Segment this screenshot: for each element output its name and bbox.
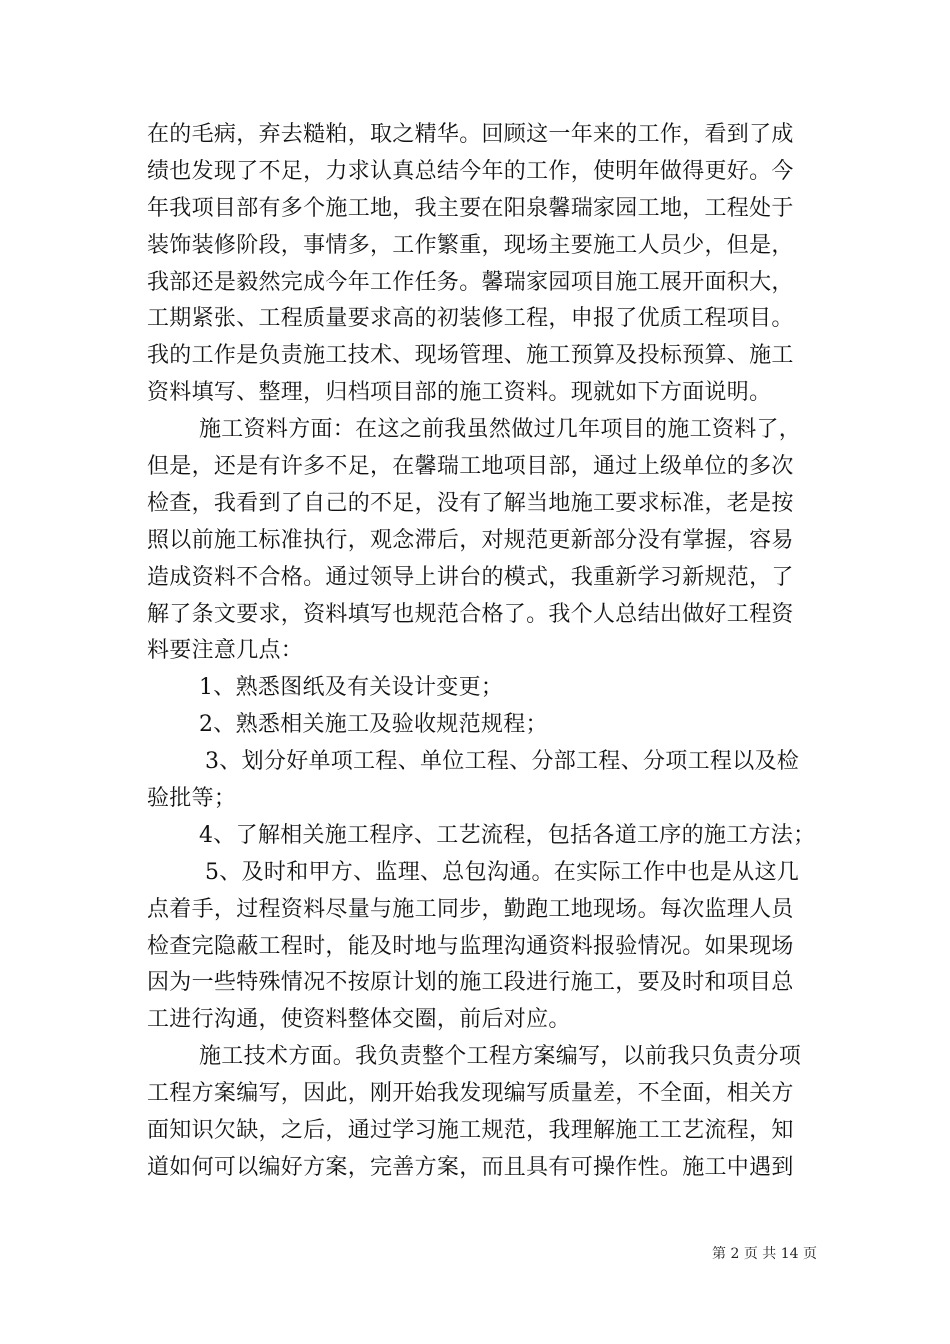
- list-item: 4、了解相关施工程序、工艺流程，包括各道工序的施工方法；: [199, 822, 816, 848]
- text-line: 装饰装修阶段，事情多，工作繁重，现场主要施工人员少，但是，: [147, 232, 794, 258]
- footer-middle: 页 共: [743, 1246, 777, 1262]
- text-line: 面知识欠缺，之后，通过学习施工规范，我理解施工工艺流程，知: [147, 1118, 794, 1144]
- page-number-footer: [712, 1245, 817, 1263]
- text-line: 工程方案编写，因此，刚开始我发现编写质量差，不全面，相关方: [147, 1081, 794, 1107]
- list-item: 5、及时和甲方、监理、总包沟通。在实际工作中也是从这几: [205, 859, 800, 885]
- text-line: 工进行沟通，使资料整体交圈，前后对应。: [147, 1007, 571, 1033]
- text-line: 料要注意几点：: [147, 638, 304, 664]
- text-line: 工期紧张、工程质量要求高的初装修工程，申报了优质工程项目。: [147, 306, 794, 332]
- list-item: 3、划分好单项工程、单位工程、分部工程、分项工程以及检: [205, 749, 800, 775]
- text-line: 点着手，过程资料尽量与施工同步，勤跑工地现场。每次监理人员: [147, 896, 794, 922]
- text-line: 我部还是毅然完成今年工作任务。馨瑞家园项目施工展开面积大，: [147, 269, 794, 295]
- text-line: 检查，我看到了自己的不足，没有了解当地施工要求标准，老是按: [147, 490, 794, 516]
- text-line: 造成资料不合格。通过领导上讲台的模式，我重新学习新规范，了: [147, 564, 794, 590]
- text-line: 道如何可以编好方案，完善方案，而且具有可操作性。施工中遇到: [147, 1154, 794, 1180]
- paragraph-start-line: 施工资料方面：在这之前我虽然做过几年项目的施工资料了，: [199, 417, 802, 443]
- text-line: 我的工作是负责施工技术、现场管理、施工预算及投标预算、施工: [147, 343, 794, 369]
- list-item: 2、熟悉相关施工及验收规范规程；: [199, 712, 548, 738]
- total-page-count: 14: [780, 1246, 799, 1262]
- paragraph-start-line: 施工技术方面。我负责整个工程方案编写，以前我只负责分项: [199, 1044, 802, 1070]
- footer-suffix: 页: [803, 1246, 818, 1262]
- text-line: 验批等；: [147, 786, 237, 812]
- text-line: 绩也发现了不足，力求认真总结今年的工作，使明年做得更好。今: [147, 158, 794, 184]
- text-line: 照以前施工标准执行，观念滞后，对规范更新部分没有掌握，容易: [147, 527, 794, 553]
- text-line: 但是，还是有许多不足，在馨瑞工地项目部，通过上级单位的多次: [147, 454, 794, 480]
- text-line: 年我项目部有多个施工地，我主要在阳泉馨瑞家园工地，工程处于: [147, 195, 794, 221]
- footer-prefix: 第: [712, 1246, 726, 1262]
- text-line: 检查完隐蔽工程时，能及时地与监理沟通资料报验情况。如果现场: [147, 933, 794, 959]
- text-line: 解了条文要求，资料填写也规范合格了。我个人总结出做好工程资: [147, 601, 794, 627]
- text-line: 在的毛病，弃去糙粕，取之精华。回顾这一年来的工作，看到了成: [147, 122, 794, 147]
- current-page-number: 2: [730, 1246, 740, 1262]
- list-item: 1、熟悉图纸及有关设计变更；: [199, 675, 504, 701]
- text-line: 资料填写、整理，归档项目部的施工资料。现就如下方面说明。: [147, 380, 772, 406]
- document-body: [147, 117, 816, 1187]
- text-line: 因为一些特殊情况不按原计划的施工段进行施工，要及时和项目总: [147, 970, 794, 996]
